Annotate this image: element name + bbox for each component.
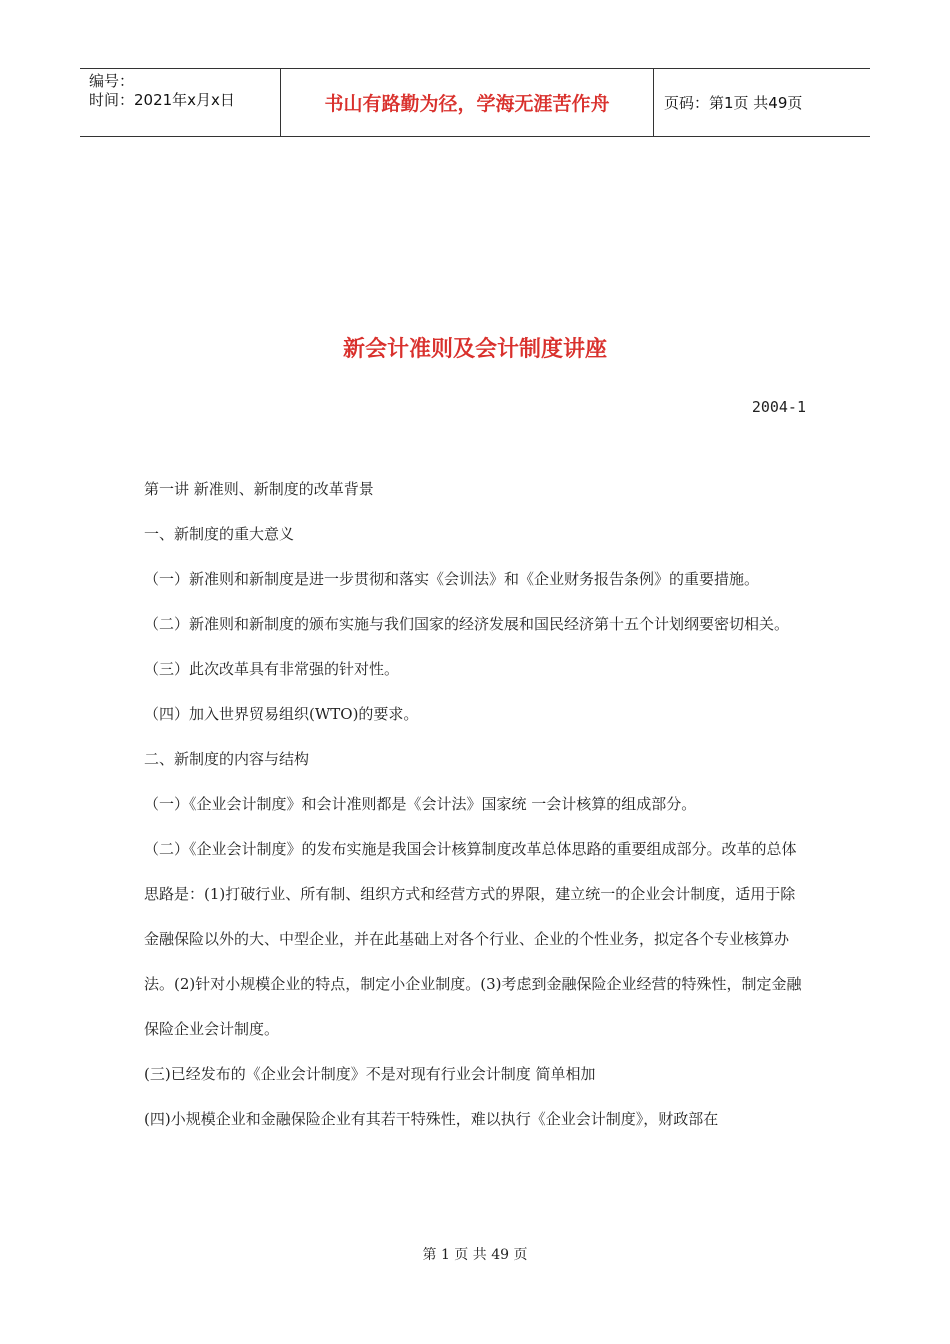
page-header <box>80 68 870 137</box>
paragraph: （一）新准则和新制度是进一步贯彻和落实《会训法》和《企业财务报告条例》的重要措施。 <box>144 570 760 588</box>
paragraph: (三)已经发布的《企业会计制度》不是对现有行业会计制度 简单相加 <box>144 1065 596 1083</box>
document-date: 2004-1 <box>751 398 806 416</box>
paragraph: （三）此次改革具有非常强的针对性。 <box>144 660 400 678</box>
header-page-info: 页码：第1页 共49页 <box>664 94 803 112</box>
number-label: 编号： <box>89 72 135 90</box>
header-motto: 书山有路勤为径，学海无涯苦作舟 <box>281 69 654 136</box>
paragraph: （二）《企业会计制度》的发布实施是我国会计核算制度改革总体思路的重要组成部分。改革的总体思路是：(1)打破行业、所有制、组织方式和经营方式的界限，建立统一的企业会计制度，适用于除金融保险以外的大、中型企业，并在此基础上对各个行业、企业的个性业务，拟定各个专业核算办法。(2)针对小规模企业的特点，制定小企业制度。(3)考虑到金融保险企业经营的特殊性，制定金融保险企业会计制度。 <box>144 840 802 1038</box>
header-meta <box>80 69 281 136</box>
paragraph: (四)小规模企业和金融保险企业有其若干特殊性，难以执行《企业会计制度》，财政部在 <box>144 1110 719 1128</box>
document-body <box>144 467 808 1142</box>
paragraph: 第一讲 新准则、新制度的改革背景 <box>144 480 374 498</box>
paragraph: （一）《企业会计制度》和会计准则都是《会计法》国家统 一会计核算的组成部分。 <box>144 795 697 813</box>
paragraph: （二）新准则和新制度的颁布实施与我们国家的经济发展和国民经济第十五个计划纲要密切相关。 <box>144 615 790 633</box>
paragraph: （四）加入世界贸易组织(WTO)的要求。 <box>144 705 419 723</box>
time-label: 时间：2021年x月x日 <box>89 91 235 109</box>
document-title: 新会计准则及会计制度讲座 <box>342 337 607 362</box>
paragraph: 一、新制度的重大意义 <box>144 525 295 543</box>
page-footer: 第 1 页 共 49 页 <box>422 1247 528 1263</box>
paragraph: 二、新制度的内容与结构 <box>144 750 310 768</box>
